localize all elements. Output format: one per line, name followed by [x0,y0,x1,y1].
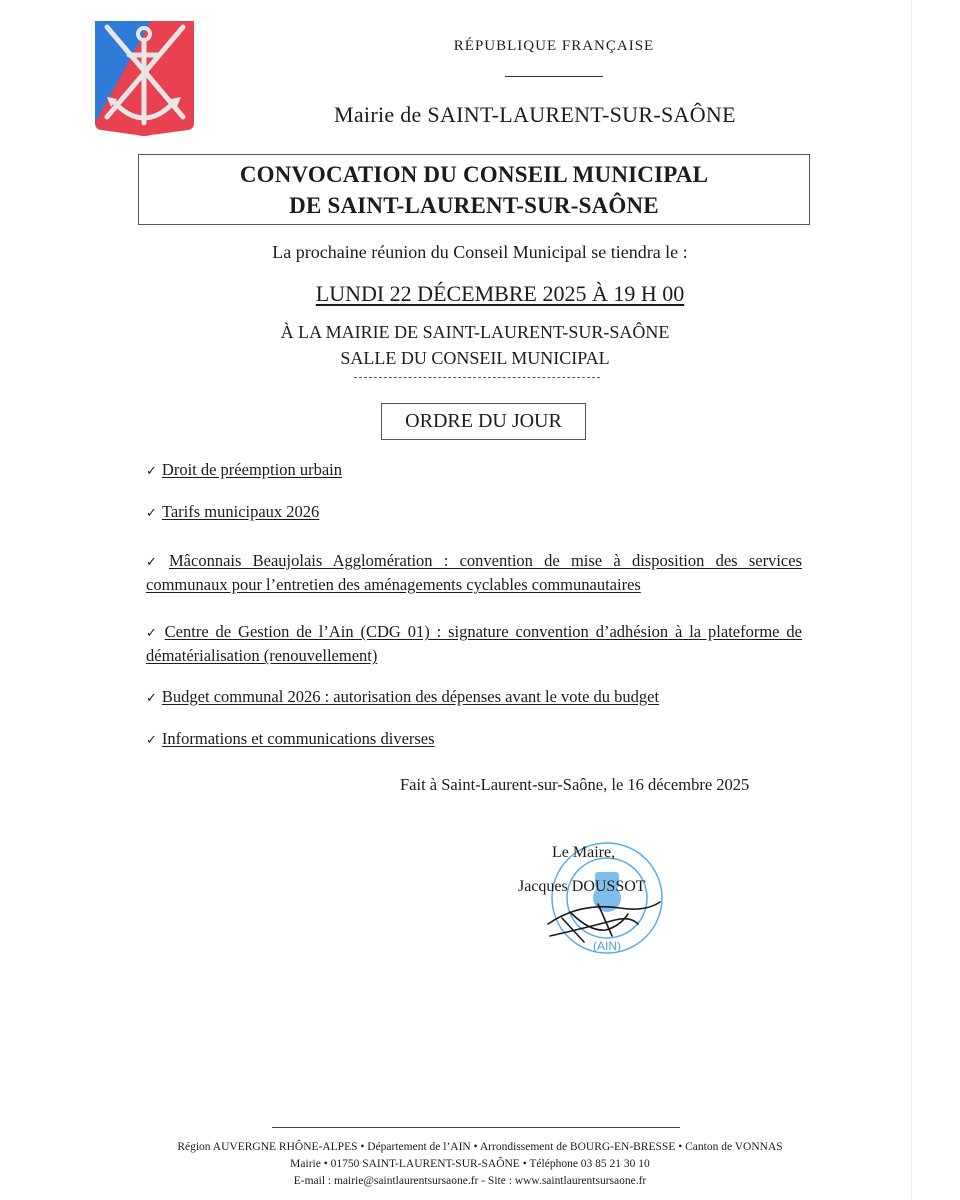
title-line-2: DE SAINT-LAURENT-SUR-SAÔNE [289,193,659,218]
mayor-name: Jacques DOUSSOT [518,878,646,895]
footer-line-3: E-mail : mairie@saintlaurentsursaone.fr - Site : www.saintlaurentsursaone.fr [293,1175,647,1187]
check-icon: ✓ [146,733,157,748]
republic-rule [505,76,603,77]
check-icon: ✓ [146,626,160,641]
title-line-1: CONVOCATION DU CONSEIL MUNICIPAL [239,162,709,187]
republic-heading: RÉPUBLIQUE FRANÇAISE [453,38,655,54]
agenda-item-text: Tarifs municipaux 2026 [161,502,320,521]
agenda-heading: ORDRE DU JOUR [381,403,586,440]
meeting-date: LUNDI 22 DÉCEMBRE 2025 À 19 H 00 [315,281,685,306]
agenda-item [146,621,802,667]
agenda-item [146,550,802,596]
agenda-item-text: Budget communal 2026 : autorisation des dépenses avant le vote du budget [161,687,660,706]
footer-line-1: Région AUVERGNE RHÔNE-ALPES • Département de l’AIN • Arrondissement de BOURG-EN-BRESSE • Canton de VONNAS [177,1141,783,1153]
mairie-heading: Mairie de SAINT-LAURENT-SUR-SAÔNE [334,102,736,127]
place-date-line: Fait à Saint-Laurent-sur-Saône, le 16 décembre 2025 [400,775,750,794]
agenda-item [146,728,646,752]
footer-line-2: Mairie • 01750 SAINT-LAURENT-SUR-SAÔNE • Téléphone 03 85 21 30 10 [290,1158,650,1170]
title-box [138,154,810,225]
meeting-place-2: SALLE DU CONSEIL MUNICIPAL [340,348,610,368]
meeting-place-1: À LA MAIRIE DE SAINT-LAURENT-SUR-SAÔNE [280,322,670,342]
anchor-crest-icon [93,19,196,139]
check-icon: ✓ [146,464,157,479]
dashed-separator [354,377,600,378]
check-icon: ✓ [146,691,157,706]
mayor-role: Le Maire, [552,844,616,861]
page-edge [911,0,912,1200]
agenda-item [146,501,646,525]
agenda-item [146,459,646,483]
check-icon: ✓ [146,506,157,521]
stamp-text: (AIN) [593,939,621,953]
check-icon: ✓ [146,555,165,570]
footer-rule [272,1127,680,1128]
agenda-item-text: Centre de Gestion de l’Ain (CDG 01) : signature convention d’adhésion à la plateforme de dématérialisation (renouvellement) [146,622,802,665]
agenda-item-text: Informations et communications diverses [161,729,435,748]
meeting-intro: La prochaine réunion du Conseil Municipal se tiendra le : [272,242,688,262]
agenda-item [146,686,766,710]
agenda-item-text: Mâconnais Beaujolais Agglomération : convention de mise à disposition des services communaux pour l’entretien des aménagements cyclables communautaires [146,551,802,594]
agenda-item-text: Droit de préemption urbain [161,460,342,479]
